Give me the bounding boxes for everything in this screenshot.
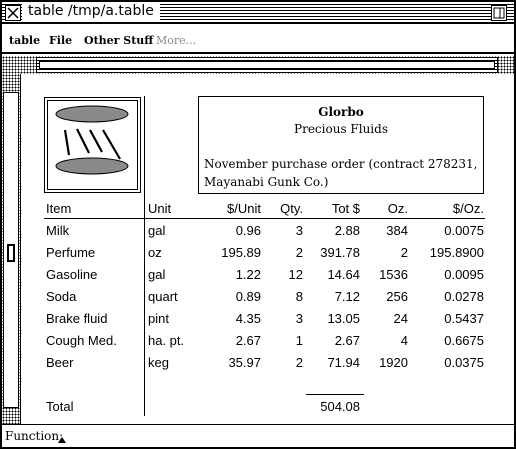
function-label: Function:	[5, 429, 64, 443]
table-cell: pint	[148, 311, 169, 326]
table-cell: Perfume	[46, 245, 96, 260]
memo-line-1: November purchase order (contract 278231,	[204, 157, 478, 171]
horizontal-scroll-thumb[interactable]	[36, 57, 498, 73]
logo-icon	[47, 100, 138, 190]
table-cell: 4.35	[235, 311, 261, 326]
table-cell: Milk	[46, 223, 70, 238]
column-header: Qty.	[280, 201, 303, 216]
table-cell: 24	[393, 311, 408, 326]
table-cell: gal	[148, 223, 166, 238]
header-rule	[44, 218, 485, 219]
table-cell: 14.64	[327, 267, 360, 282]
table-cell: Cough Med.	[46, 333, 117, 348]
column-header: $/Unit	[227, 201, 261, 216]
table-cell: 2.67	[235, 333, 261, 348]
table-cell: 4	[400, 333, 408, 348]
table-cell: 195.89	[221, 245, 261, 260]
table-cell: keg	[148, 355, 169, 370]
scroll-position-marker[interactable]	[7, 244, 15, 262]
table-cell: 35.97	[228, 355, 261, 370]
table-cell: oz	[148, 245, 162, 260]
table-cell: 0.96	[235, 223, 261, 238]
header-box	[198, 96, 484, 194]
window-resize-icon[interactable]	[491, 5, 507, 21]
input-cursor-icon[interactable]	[58, 437, 66, 443]
window-title: table /tmp/a.table	[22, 2, 160, 20]
column-header: Unit	[148, 201, 172, 216]
menu-file[interactable]: File	[49, 34, 73, 47]
table-cell: Brake fluid	[46, 311, 108, 326]
menu-table[interactable]: table	[9, 34, 41, 47]
menu-other-stuff[interactable]: Other Stuff	[84, 34, 154, 47]
table-cell: 2.88	[334, 223, 360, 238]
table-cell: 384	[386, 223, 408, 238]
table-cell: Gasoline	[46, 267, 98, 282]
column-header: Oz.	[387, 201, 408, 216]
table-cell: 2.67	[334, 333, 360, 348]
table-cell: 0.6675	[444, 333, 484, 348]
table-cell: 0.0278	[444, 289, 484, 304]
table-cell: 0.5437	[444, 311, 484, 326]
table-cell: 13.05	[327, 311, 360, 326]
table-cell: 2	[295, 355, 303, 370]
company-tagline: Precious Fluids	[294, 122, 388, 136]
table-cell: 256	[386, 289, 408, 304]
table-cell: 0.0375	[444, 355, 484, 370]
table-cell: 0.0095	[444, 267, 484, 282]
total-label: Total	[46, 399, 74, 414]
total-value: 504.08	[320, 399, 360, 414]
function-bar	[2, 424, 514, 447]
table-cell: 0.89	[235, 289, 261, 304]
table-cell: 195.8900	[429, 245, 484, 260]
table-cell: 8	[295, 289, 303, 304]
table-cell: quart	[148, 289, 178, 304]
column-header: Item	[46, 201, 72, 216]
table-cell: 12	[288, 267, 303, 282]
close-icon[interactable]	[5, 5, 21, 21]
company-name: Glorbo	[318, 105, 364, 119]
table-cell: gal	[148, 267, 166, 282]
table-cell: 1	[295, 333, 303, 348]
table-cell: 2	[400, 245, 408, 260]
column-divider-left	[144, 96, 145, 416]
table-cell: 7.12	[334, 289, 360, 304]
column-header: Tot $	[331, 201, 360, 216]
menu-more[interactable]: More...	[156, 34, 197, 47]
table-cell: 1536	[379, 267, 408, 282]
menu-bar	[2, 26, 514, 54]
table-cell: 1920	[379, 355, 408, 370]
table-cell: 3	[295, 223, 303, 238]
table-cell: 71.94	[327, 355, 360, 370]
table-cell: Beer	[46, 355, 74, 370]
table-cell: 0.0075	[444, 223, 484, 238]
table-cell: 1.22	[235, 267, 261, 282]
total-rule	[306, 394, 364, 395]
table-cell: 2	[295, 245, 303, 260]
table-cell: ha. pt.	[148, 333, 185, 348]
column-header: $/Oz.	[452, 201, 484, 216]
table-cell: Soda	[46, 289, 77, 304]
table-cell: 391.78	[320, 245, 360, 260]
table-cell: 3	[295, 311, 303, 326]
memo-line-2: Mayanabi Gunk Co.)	[204, 175, 329, 189]
